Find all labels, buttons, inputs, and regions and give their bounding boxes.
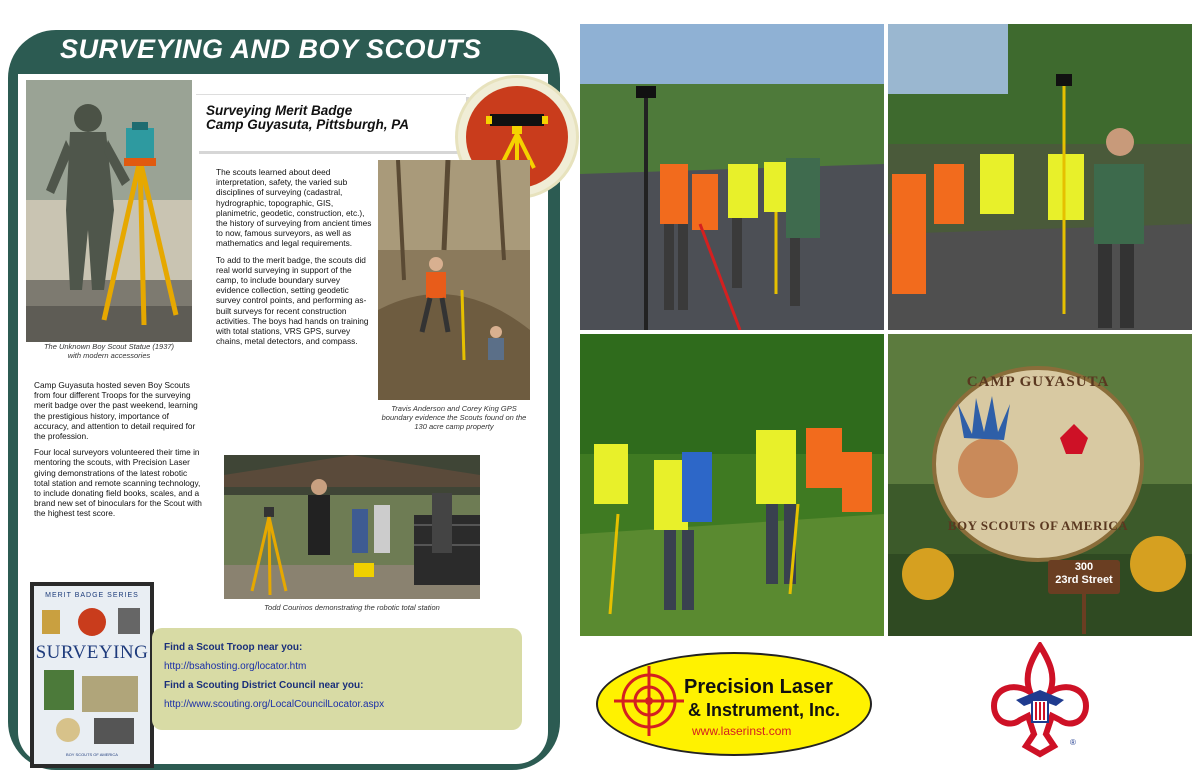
sign-address-street: 23rd Street [1055,574,1113,586]
subhead-line2: Camp Guyasuta, Pittsburgh, PA [206,117,410,132]
precision-laser-url[interactable]: www.laserinst.com [692,724,792,738]
gps-caption: Travis Anderson and Corey King GPS boundary evidence the Scouts found on the 130 acre camp property [381,404,527,431]
find-text [164,641,514,711]
book-instruments-bottom [38,666,146,752]
statue-photo [26,80,192,342]
photo-camp-sign [888,334,1192,636]
statue-caption-line2: with modern accessories [67,351,151,360]
subhead [206,104,409,132]
article-paragraph: Four local surveyors volunteered their time in mentoring the scouts, with Precision Laser giving demonstrations of the latest robotic total station and remote scanning technology, to include donating field books, scales, and a brand new set of binoculars for the Scout with the highest test score. [34,447,202,519]
merit-badge-book [30,582,154,768]
crosshair-icon [612,664,686,738]
article-paragraph: The scouts learned about deed interpretation, safety, the varied sub disciplines of surveying (cadastral, hydrographic, topographic, GIS, planimetric, geodetic, construction, etc.), the history of surveying from ancient times to now, famous surveyors, as well as mathematics and legal requirements. [216,167,372,249]
photo-scouts-field [580,334,884,636]
article-center [216,167,372,352]
sign-bottom-text: BOY SCOUTS OF AMERICA [947,518,1129,533]
book-footer: BOY SCOUTS OF AMERICA [66,752,118,757]
troop-link[interactable]: http://bsahosting.org/locator.htm [164,661,307,672]
gps-photo [378,160,530,400]
total-station-photo [224,455,480,599]
registered-mark: ® [1070,738,1076,747]
article-left [34,380,202,525]
article-paragraph: Camp Guyasuta hosted seven Boy Scouts from four different Troops for the surveying merit badge over the past weekend, learning the prestigious history, importance of accuracy, and attention to detail required for the profession. [34,380,198,442]
council-link[interactable]: http://www.scouting.org/LocalCouncilLocator.aspx [164,699,385,710]
subhead-line1: Surveying Merit Badge [206,103,353,118]
article-paragraph: To add to the merit badge, the scouts did real world surveying in support of the camp, to include boundary survey evidence collection, setting geodetic survey control points, and performing as-built surveys for recent construction activities. The boys had hands on training with total stations, VRS GPS, survey chains, metal detectors, and compass. [216,254,369,347]
statue-caption [26,342,192,360]
precision-laser-name2: & Instrument, Inc. [688,700,841,720]
book-instruments-top [38,604,146,640]
sign-top-text: CAMP GUYASUTA [966,374,1110,390]
sign-address-number: 300 [1074,561,1094,573]
council-label: Find a Scouting District Council near you: [164,680,364,691]
page-title: SURVEYING AND BOY SCOUTS [60,34,482,64]
statue-caption-line1: The Unknown Boy Scout Statue (1937) [43,342,175,351]
photo-scouts-gps [888,24,1192,330]
troop-label: Find a Scout Troop near you: [164,642,303,653]
total-station-caption: Todd Courinos demonstrating the robotic total station [264,603,440,612]
book-series: MERIT BADGE SERIES [45,592,139,599]
precision-laser-name: Precision Laser [684,676,833,698]
book-title: SURVEYING [35,642,149,663]
photo-scouts-road [580,24,884,330]
